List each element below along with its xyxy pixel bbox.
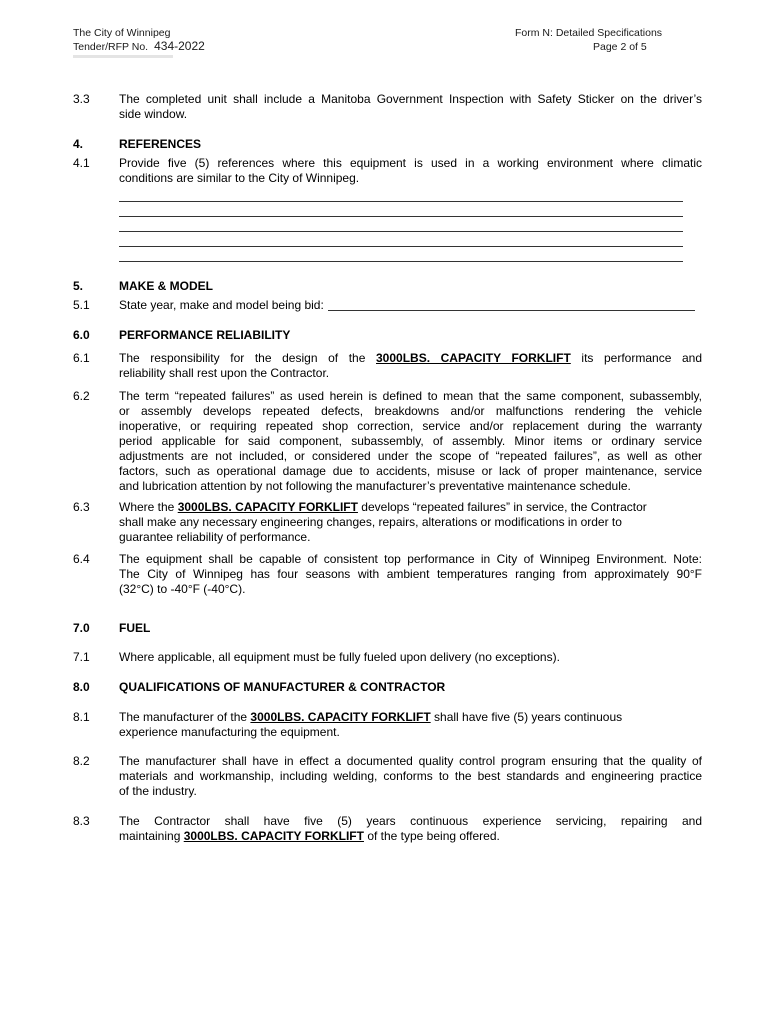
section-text [119,298,702,313]
section-number: 4.1 [73,156,90,170]
section-text-line: experience manufacturing the equipment. [119,725,340,739]
section-heading: FUEL [119,621,151,635]
section-heading-wrap [119,279,702,294]
section-number: 6.0 [73,328,90,342]
section-number: 5.1 [73,298,90,312]
section-text [119,351,702,381]
template-version-note [73,55,173,58]
section-number: 6.4 [73,552,90,566]
section-heading-wrap [119,137,702,152]
section-number: 8.3 [73,814,90,828]
reference-line-2 [119,216,683,217]
section-text-line: shall make any necessary engineering changes, repairs, alterations or modifications in order to [119,515,622,529]
section-text-line: The City of Winnipeg has four seasons with ambient temperatures ranging from approximately 90°F [119,567,702,581]
section-text-line [119,710,702,725]
header-org: The City of Winnipeg [73,27,171,39]
section-number: 7.1 [73,650,90,664]
section-text-line: inoperative, or requiring repeated shop correction, service and/or replacement during the warranty [119,419,702,433]
section-number: 6.3 [73,500,90,514]
text-segment: its performance and [581,351,702,365]
section-text-line: guarantee reliability of performance. [119,530,311,544]
section-heading-wrap [119,328,702,343]
text-segment: Where the [119,500,175,514]
section-text-line [119,351,702,366]
section-text-line: of the industry. [119,784,197,798]
forklift-term: 3000LBS. CAPACITY FORKLIFT [376,351,571,365]
text-segment: The manufacturer of the [119,710,248,724]
section-number: 8.1 [73,710,90,724]
section-text-line: side window. [119,107,188,121]
section-text-line: The equipment shall be capable of consistent top performance in City of Winnipeg Environment. Note: [119,552,702,566]
section-heading: MAKE & MODEL [119,279,213,293]
text-segment: maintaining [119,829,181,843]
section-text-line: factors, such as operational damage due to accidents, misuse or lack of proper maintenance, service [119,464,702,478]
section-text [119,710,702,740]
section-number: 5. [73,279,84,293]
forklift-term: 3000LBS. CAPACITY FORKLIFT [250,710,431,724]
section-text-line: The Contractor shall have five (5) years continuous experience servicing, repairing and [119,814,702,828]
section-number: 6.2 [73,389,90,403]
section-text-line: reliability shall rest upon the Contractor. [119,366,330,380]
section-text [119,754,702,799]
tender-number: 434-2022 [154,39,205,53]
reference-line-3 [119,231,683,232]
section-text [119,156,702,186]
section-number: 7.0 [73,621,90,635]
text-segment: The responsibility for the design of the [119,351,366,365]
section-heading-wrap [119,621,702,636]
section-text-line: materials and workmanship, including welding, conforms to the best standards and engineering practice [119,769,702,783]
section-text [119,389,702,494]
section-text [119,650,702,665]
section-text [119,814,702,844]
make-model-blank-line [328,298,695,311]
section-number: 8.0 [73,680,90,694]
text-segment: develops “repeated failures” in service, the Contractor [361,500,647,514]
section-text-line: The completed unit shall include a Manitoba Government Inspection with Safety Sticker on the driver’s [119,92,702,106]
section-number: 6.1 [73,351,90,365]
section-text-line: Provide five (5) references where this equipment is used in a working environment where climatic [119,156,702,170]
section-text [119,92,702,122]
section-heading: PERFORMANCE RELIABILITY [119,328,291,342]
reference-line-5 [119,261,683,262]
section-text-line: conditions are similar to the City of Winnipeg. [119,171,360,185]
section-number: 3.3 [73,92,90,106]
make-model-label: State year, make and model being bid: [119,298,324,312]
section-text-line [119,829,702,844]
section-heading: REFERENCES [119,137,202,151]
header-tender [73,40,205,54]
section-text-line: adjustments are not included, or considered under the scope of “repeated failures”, as well as other [119,449,702,463]
section-text-line: The manufacturer shall have in effect a documented quality control program ensuring that the quality of [119,754,702,768]
section-heading-wrap [119,680,702,695]
section-text-line: Where applicable, all equipment must be fully fueled upon delivery (no exceptions). [119,650,560,664]
page-indicator: Page 2 of 5 [593,41,647,53]
forklift-term: 3000LBS. CAPACITY FORKLIFT [177,500,358,514]
tender-label: Tender/RFP No. [73,41,149,53]
section-text-line [119,500,702,515]
text-segment: shall have five (5) years continuous [434,710,623,724]
reference-line-1 [119,201,683,202]
section-text-line: (32°C) to -40°F (-40°C). [119,582,246,596]
section-number: 4. [73,137,84,151]
forklift-term: 3000LBS. CAPACITY FORKLIFT [183,829,364,843]
make-model-row [119,298,695,313]
text-segment: of the type being offered. [367,829,500,843]
form-title: Form N: Detailed Specifications [515,27,663,39]
section-text [119,552,702,597]
section-text-line: period applicable for said component, subassembly, of assembly. Minor items or ordinary service [119,434,702,448]
section-heading: QUALIFICATIONS OF MANUFACTURER & CONTRACTOR [119,680,446,694]
section-text-line: The term “repeated failures” as used herein is defined to mean that the same component, subassembly, [119,389,702,403]
section-text-line: or assembly develops repeated defects, breakdowns and/or malfunctions rendering the vehicle [119,404,702,418]
reference-line-4 [119,246,683,247]
section-number: 8.2 [73,754,90,768]
section-text [119,500,702,545]
section-text-line: and lubrication attention by not following the manufacturer’s preventative maintenance schedule. [119,479,631,493]
